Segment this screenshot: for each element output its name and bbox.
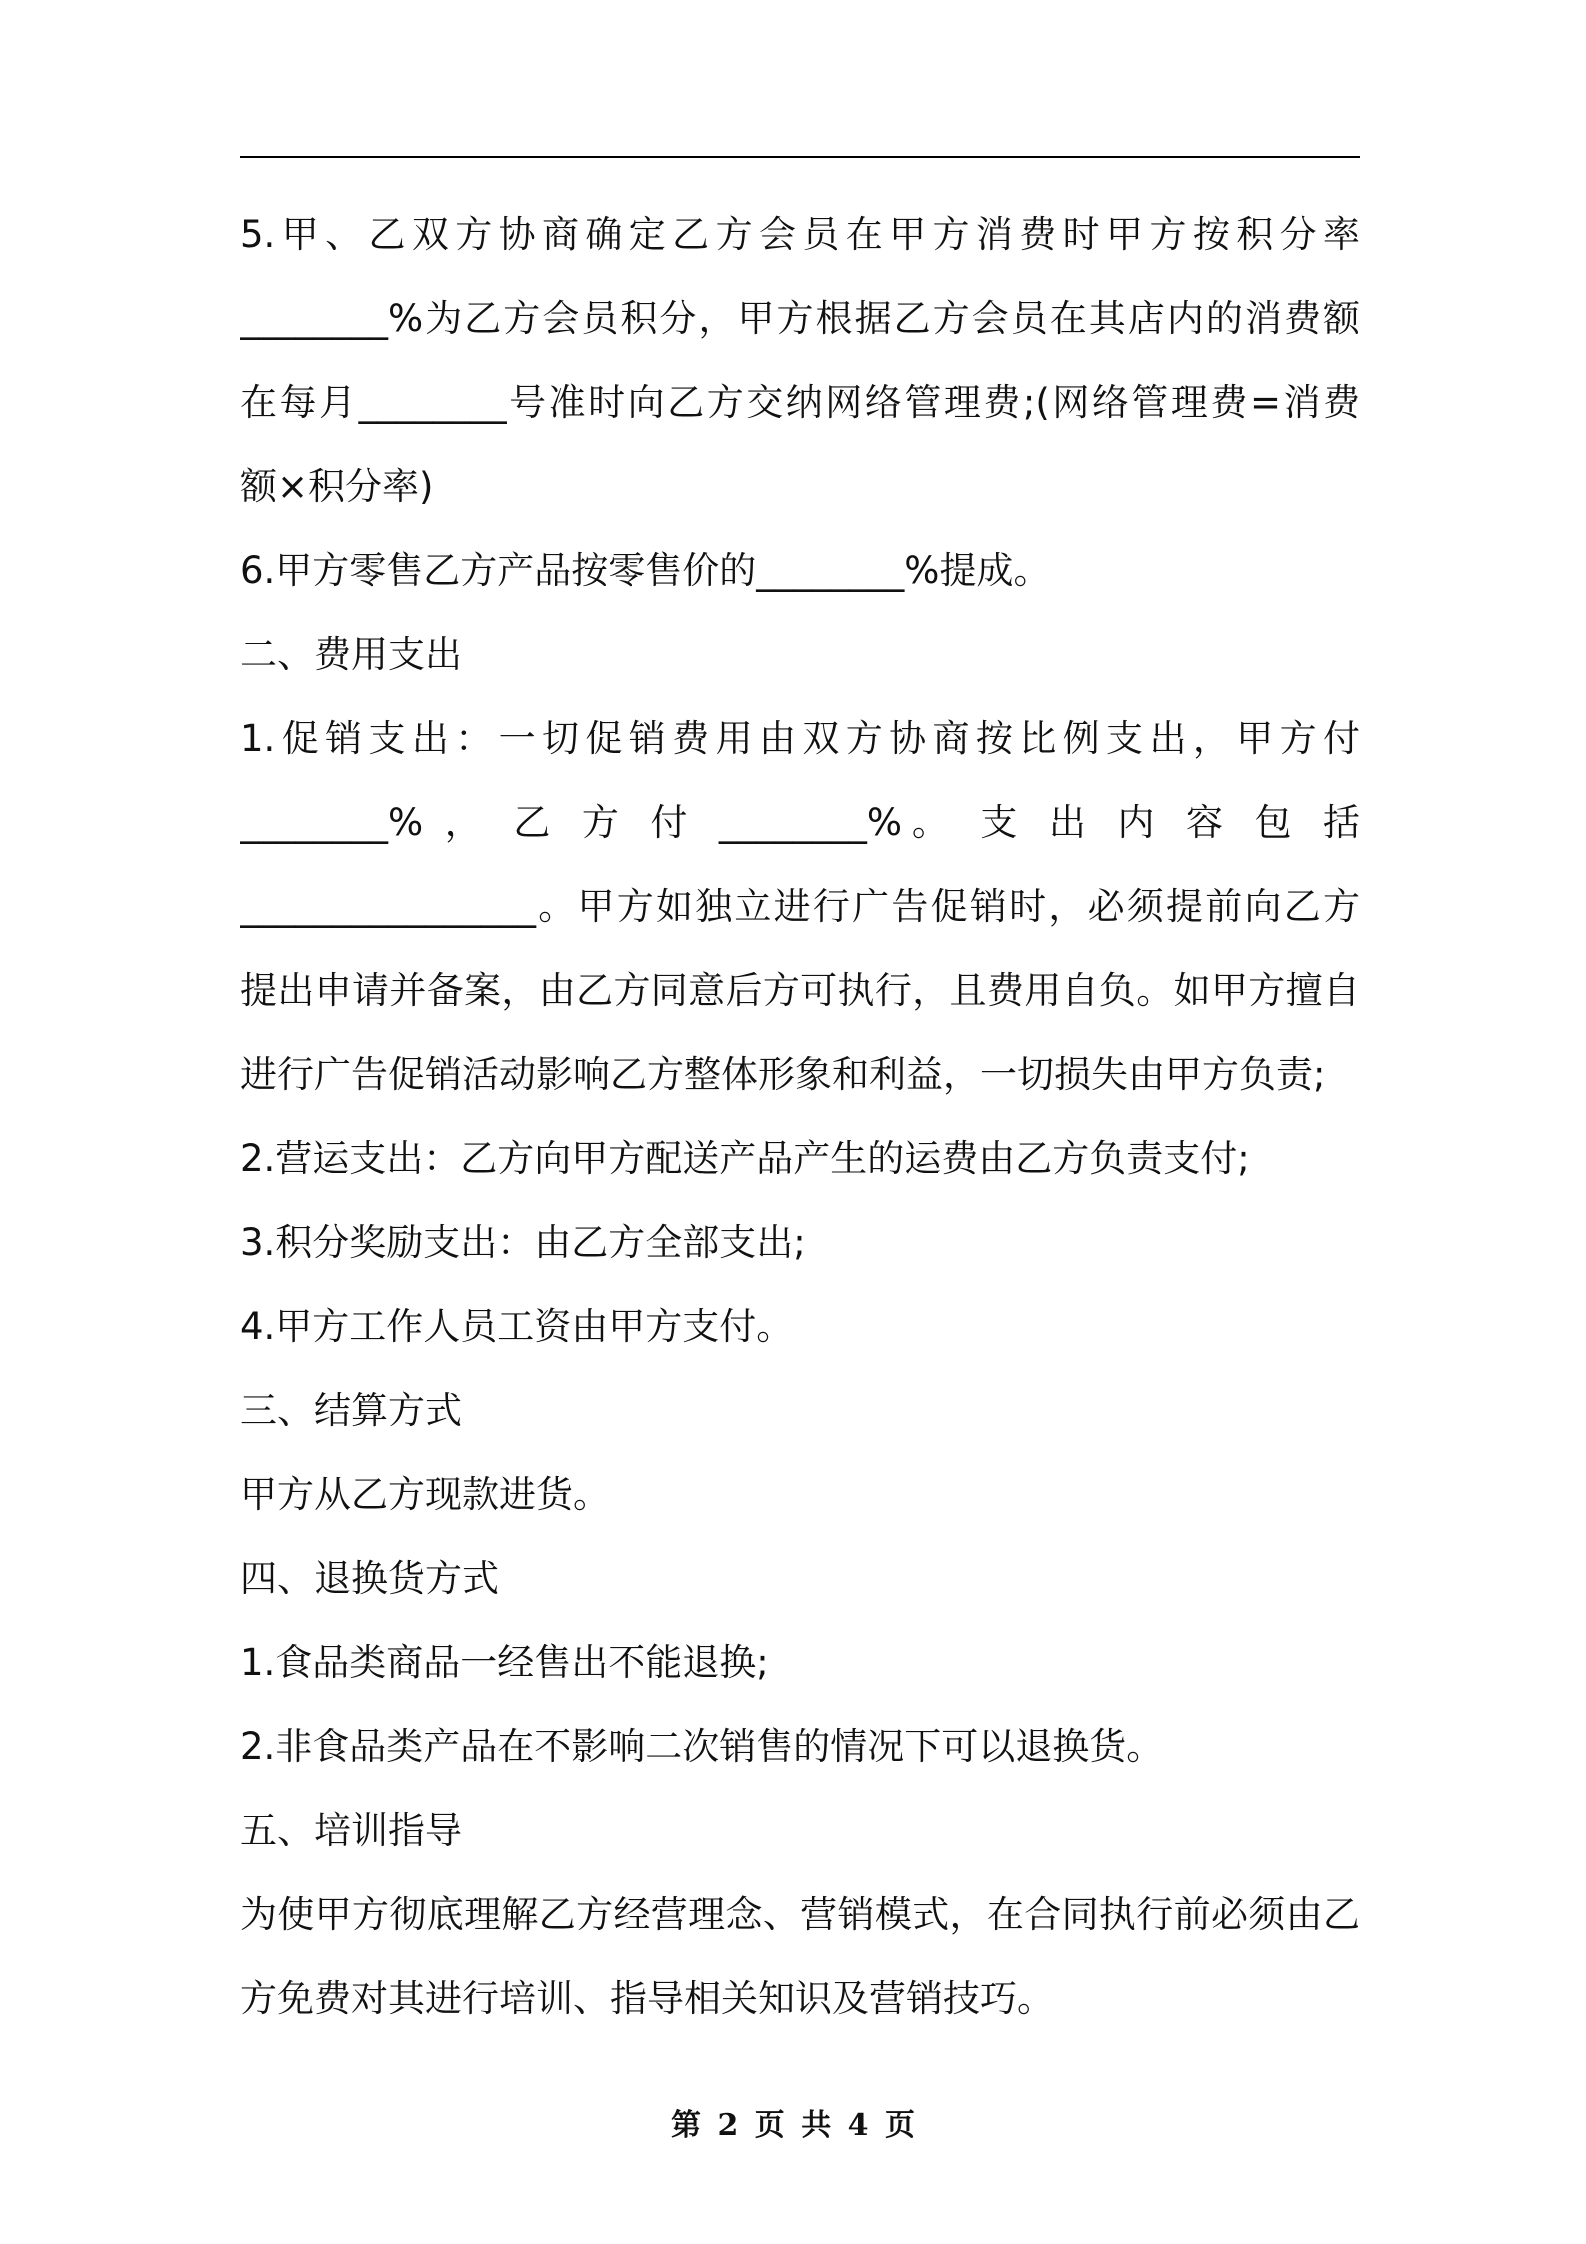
section-heading-settlement: 三、结算方式: [240, 1389, 462, 1432]
clause-5-line-2: ________%为乙方会员积分，甲方根据乙方会员在其店内的消费额: [240, 297, 1360, 340]
clause-6: 6.甲方零售乙方产品按零售价的________%提成。: [240, 549, 1051, 592]
header-rule: [240, 156, 1360, 158]
expense-1-line-1: 1.促销支出：一切促销费用由双方协商按比例支出，甲方付: [240, 717, 1360, 760]
settlement-text: 甲方从乙方现款进货。: [240, 1473, 610, 1516]
section-heading-returns: 四、退换货方式: [240, 1557, 499, 1600]
section-heading-training: 五、培训指导: [240, 1809, 462, 1852]
training-line-1: 为使甲方彻底理解乙方经营理念、营销模式，在合同执行前必须由乙: [240, 1893, 1360, 1936]
expense-3: 3.积分奖励支出：由乙方全部支出;: [240, 1221, 806, 1264]
training-line-2: 方免费对其进行培训、指导相关知识及营销技巧。: [240, 1977, 1054, 2020]
page-number-footer: 第 2 页 共 4 页: [671, 2108, 915, 2143]
expense-1-line-2: ________% ， 乙 方 付 ________%。 支 出 内 容 包 括: [240, 801, 1360, 844]
expense-1-line-5: 进行广告促销活动影响乙方整体形象和利益，一切损失由甲方负责;: [240, 1053, 1326, 1096]
section-heading-expenses: 二、费用支出: [240, 633, 462, 676]
returns-1: 1.食品类商品一经售出不能退换;: [240, 1641, 769, 1684]
clause-5-line-4: 额×积分率): [240, 465, 434, 508]
clause-5-line-3: 在每月________号准时向乙方交纳网络管理费;(网络管理费=消费: [240, 381, 1360, 424]
returns-2: 2.非食品类产品在不影响二次销售的情况下可以退换货。: [240, 1725, 1164, 1768]
document-body: [240, 193, 1360, 2041]
expense-4: 4.甲方工作人员工资由甲方支付。: [240, 1305, 794, 1348]
expense-1-line-3: ________________。甲方如独立进行广告促销时，必须提前向乙方: [240, 885, 1360, 928]
expense-2: 2.营运支出：乙方向甲方配送产品产生的运费由乙方负责支付;: [240, 1137, 1250, 1180]
expense-1-line-4: 提出申请并备案，由乙方同意后方可执行，且费用自负。如甲方擅自: [240, 969, 1360, 1012]
clause-5-line-1: 5.甲、乙双方协商确定乙方会员在甲方消费时甲方按积分率: [240, 213, 1360, 256]
